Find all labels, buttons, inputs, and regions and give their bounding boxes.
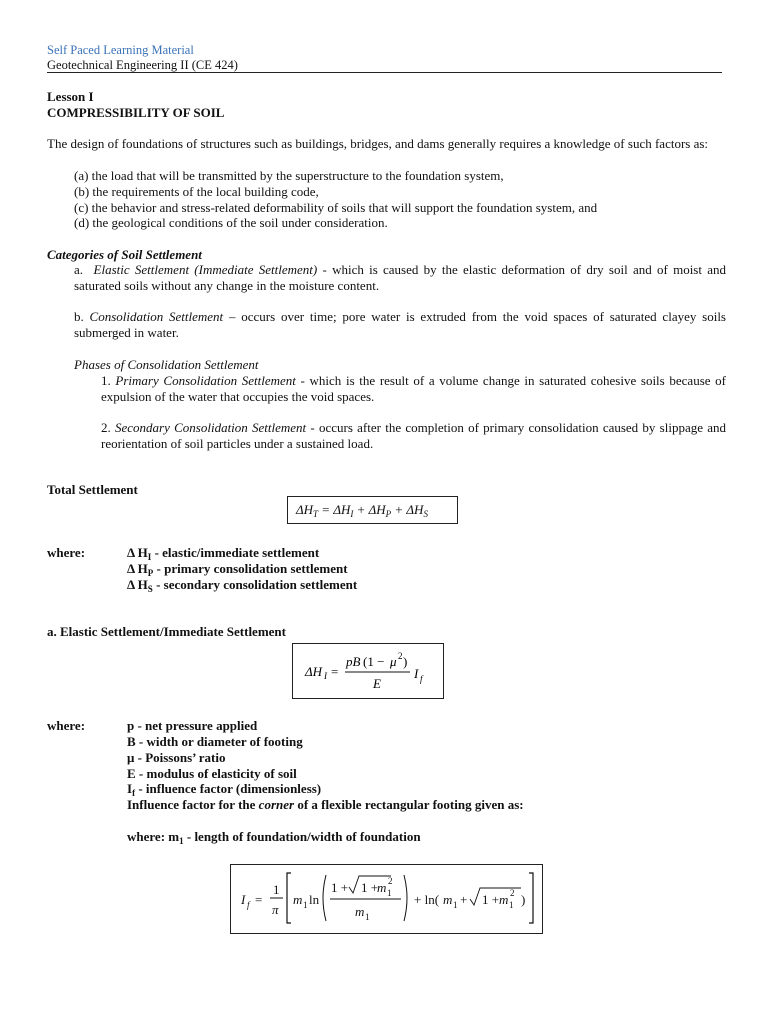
intro-item-a: (a) the load that will be transmitted by the superstructure to the foundation system, xyxy=(74,168,504,183)
def-if-text: - influence factor (dimensionless) xyxy=(135,781,322,796)
elastic-equation-graphic xyxy=(293,644,443,698)
phase-1-text: - which is the result of a volume change in saturated cohesive soils because of expulsion of the water that occupies the void spaces. xyxy=(101,373,727,404)
total-settlement-equation: $\Delta H_T = \Delta H_I + \Delta H_P + \Delta H_S$ xyxy=(287,496,458,524)
svg-text:1: 1 xyxy=(509,900,514,910)
def-e: E - modulus of elasticity of soil xyxy=(127,766,297,781)
svg-text:): ) xyxy=(521,892,526,907)
def-hs-sym: Δ H xyxy=(127,577,148,592)
m1-definition xyxy=(127,829,421,846)
lesson-number: Lesson I xyxy=(47,89,94,104)
def-hi-sym: Δ H xyxy=(127,545,148,560)
influence-note xyxy=(127,797,524,813)
svg-text:1 +: 1 + xyxy=(482,892,500,907)
svg-text:I: I xyxy=(241,892,246,907)
svg-text:ln: ln xyxy=(309,892,320,907)
intro-item-c: (c) the behavior and stress-related deformability of soils that will support the foundation system, and xyxy=(74,200,598,215)
header-rule xyxy=(47,72,722,73)
def-hp-sub: P xyxy=(147,568,154,578)
svg-text:1 +: 1 + xyxy=(331,880,349,895)
header-course: Geotechnical Engineering II (CE 424) xyxy=(47,58,238,72)
svg-text:2: 2 xyxy=(398,651,403,661)
svg-text:1: 1 xyxy=(387,888,392,898)
total-where-label: where: xyxy=(47,545,86,560)
m1-text: - length of foundation/width of foundation xyxy=(183,829,421,844)
phases-heading: Phases of Consolidation Settlement xyxy=(74,357,259,372)
svg-text:1 +: 1 + xyxy=(361,880,379,895)
category-a-text: - which is caused by the elastic deformation of dry soil and of moist and saturated soils without any change in the moisture content. xyxy=(74,262,726,293)
m1-sub: 1 xyxy=(179,836,184,846)
svg-text:2: 2 xyxy=(388,876,393,886)
intro-item-d: (d) the geological conditions of the soil under consideration. xyxy=(74,215,388,230)
category-b-label: b. xyxy=(74,309,84,324)
category-a-term: Elastic Settlement (Immediate Settlement) xyxy=(93,262,318,277)
header-series: Self Paced Learning Material xyxy=(47,43,194,57)
category-b-text: – occurs over time; pore water is extruded from the void spaces of saturated clayey soils submerged in water. xyxy=(74,309,726,340)
category-a xyxy=(74,262,726,294)
def-hi-sub: I xyxy=(147,552,152,562)
svg-text:1: 1 xyxy=(303,900,308,910)
def-hp xyxy=(127,561,348,578)
svg-text:m: m xyxy=(443,892,453,907)
def-if-sub: f xyxy=(132,788,136,798)
phase-1-label: 1. xyxy=(101,373,111,388)
def-hp-sym: Δ H xyxy=(127,561,148,576)
def-if-sym: I xyxy=(127,781,133,796)
svg-text:m: m xyxy=(293,892,303,907)
category-b-term: Consolidation Settlement xyxy=(89,309,224,324)
category-b xyxy=(74,309,726,341)
svg-text:1: 1 xyxy=(453,900,458,910)
elastic-settlement-equation xyxy=(292,643,444,699)
svg-text:): ) xyxy=(403,654,408,669)
phase-secondary xyxy=(101,420,726,452)
svg-text:=: = xyxy=(331,664,339,679)
def-hs-text: - secondary consolidation settlement xyxy=(152,577,358,592)
influence-em: corner xyxy=(258,797,295,812)
svg-text:1: 1 xyxy=(273,882,280,897)
svg-text:I: I xyxy=(324,671,327,681)
phase-2-text: - occurs after the completion of primary consolidation caused by slippage and reorientation of soil particles under a sustained load. xyxy=(101,420,727,451)
influence-post: of a flexible rectangular footing given as: xyxy=(294,797,524,812)
svg-text:pB: pB xyxy=(346,654,361,669)
phase-2-label: 2. xyxy=(101,420,111,435)
def-hi-text: - elastic/immediate settlement xyxy=(151,545,320,560)
svg-text:f: f xyxy=(420,674,423,684)
def-mu: μ - Poissons’ ratio xyxy=(127,750,226,765)
intro-paragraph: The design of foundations of structures such as buildings, bridges, and dams generally requires a knowledge of such factors as: xyxy=(47,136,709,151)
influence-factor-equation xyxy=(230,864,543,934)
category-a-label: a. xyxy=(74,262,84,277)
svg-text:+: + xyxy=(460,892,468,907)
def-p: p - net pressure applied xyxy=(127,718,258,733)
def-hi xyxy=(127,545,319,562)
svg-text:μ: μ xyxy=(390,654,397,669)
elastic-where-label: where: xyxy=(47,718,86,733)
elastic-heading: a. Elastic Settlement/Immediate Settlement xyxy=(47,624,286,639)
svg-text:=: = xyxy=(255,892,263,907)
svg-text:ΔH: ΔH xyxy=(305,664,323,679)
svg-text:I: I xyxy=(414,666,419,681)
phase-1-term: Primary Consolidation Settlement xyxy=(115,373,296,388)
svg-text:2: 2 xyxy=(510,888,515,898)
def-hs xyxy=(127,577,357,594)
phase-primary xyxy=(101,373,726,405)
svg-text:m: m xyxy=(355,904,365,919)
svg-text:π: π xyxy=(272,902,279,917)
lesson-title: COMPRESSIBILITY OF SOIL xyxy=(47,105,225,120)
def-hp-text: - primary consolidation settlement xyxy=(153,561,348,576)
def-if xyxy=(127,781,321,798)
influence-equation-graphic xyxy=(231,865,542,933)
categories-heading: Categories of Soil Settlement xyxy=(47,247,202,262)
svg-text:m: m xyxy=(499,892,509,907)
svg-text:m: m xyxy=(377,880,387,895)
svg-text:+ ln(: + ln( xyxy=(414,892,440,907)
svg-text:f: f xyxy=(247,900,250,910)
def-b: B - width or diameter of footing xyxy=(127,734,303,749)
influence-pre: Influence factor for the xyxy=(127,797,259,812)
intro-item-b: (b) the requirements of the local building code, xyxy=(74,184,319,199)
svg-text:(1 −: (1 − xyxy=(363,654,385,669)
svg-text:E: E xyxy=(373,676,381,691)
m1-pre: where: m xyxy=(127,829,180,844)
phase-2-term: Secondary Consolidation Settlement xyxy=(115,420,307,435)
svg-text:1: 1 xyxy=(365,912,370,922)
total-settlement-heading: Total Settlement xyxy=(47,482,138,497)
def-hs-sub: S xyxy=(147,584,153,594)
